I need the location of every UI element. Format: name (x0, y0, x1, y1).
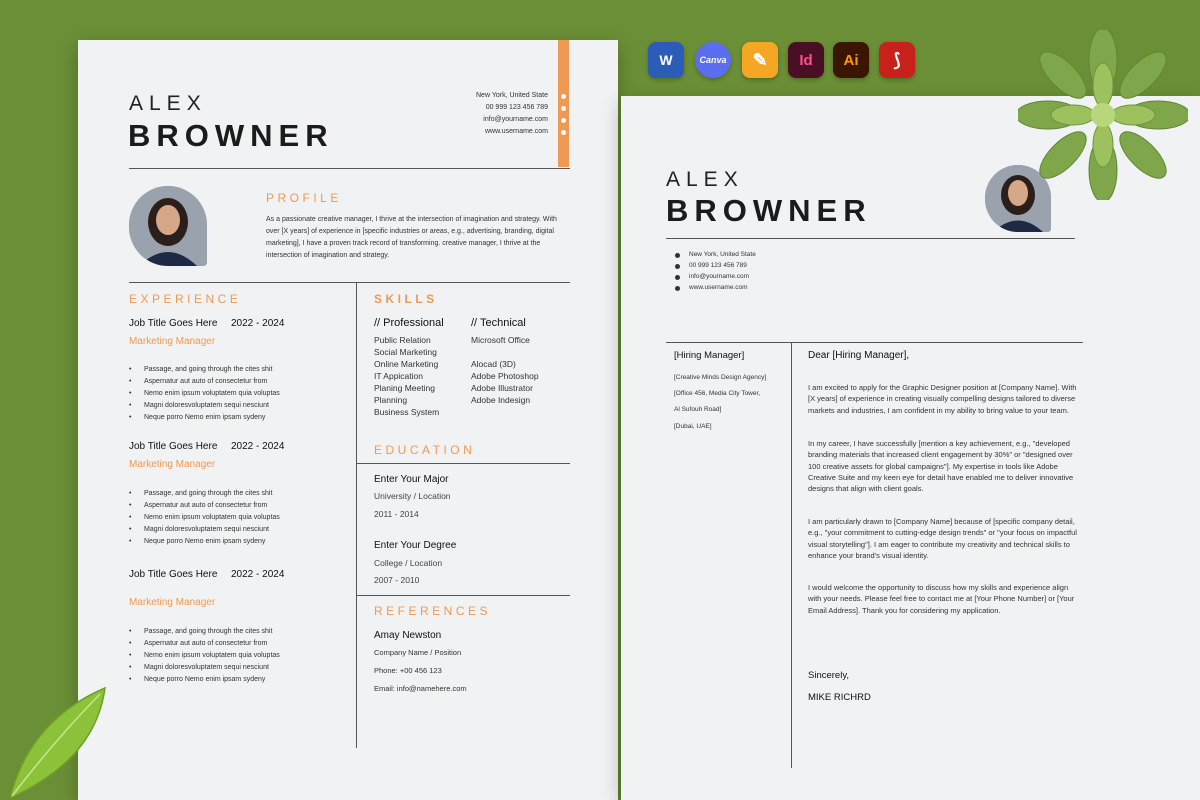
job-role: Marketing Manager (129, 459, 216, 470)
list-item: Social Marketing (374, 347, 437, 357)
education-years: 2007 - 2010 (374, 575, 420, 585)
education-major: Enter Your Major (374, 474, 449, 485)
reference-email: Email: info@namehere.com (374, 684, 467, 693)
list-item: • Aspernatur aut auto of consectetur from (129, 638, 280, 650)
job-title: Job Title Goes Here (129, 569, 218, 580)
list-item: Business System (374, 407, 440, 417)
contact-accent-bar (558, 40, 569, 167)
job-bullets (129, 626, 280, 686)
education-school: University / Location (374, 491, 451, 501)
letter-paragraph: I am particularly drawn to [Company Name] because of [specific company detail, e.g., "your commitment to cutting-edge design trends" or "your focus on impactful visual storytelling"]. I am eager to contribute my creativity and technical skills to enhance your brand's visual identity. (808, 517, 1077, 560)
education-major: Enter Your Degree (374, 540, 457, 551)
resume-phone: 00 999 123 456 789 (485, 104, 548, 111)
list-item: • Aspernatur aut auto of consectetur from (129, 500, 280, 512)
job-title: Job Title Goes Here (129, 441, 218, 452)
letter-first-name: ALEX (666, 168, 744, 191)
list-item: Microsoft Office (471, 335, 530, 345)
letter-body-divider (666, 342, 1083, 343)
education-divider (356, 463, 570, 464)
phone-icon (675, 264, 680, 269)
professional-skills-heading: // Professional (374, 317, 444, 329)
list-item: • Neque porro Nemo enim ipsam sydeny (129, 674, 280, 686)
list-item: • Magni doloresvoluptatem sequi nesciunt (129, 662, 280, 674)
list-item: • Passage, and going through the cites shit (129, 626, 280, 638)
list-item: • Nemo enim ipsum voluptatem quia voluptas (129, 650, 280, 662)
succulent-plant-decoration (1018, 30, 1188, 200)
recipient-line: Al Sufouh Road] (674, 406, 722, 413)
list-item: Adobe Photoshop (471, 371, 539, 381)
list-item: Adobe Illustrator (471, 383, 533, 393)
list-item: Alocad (3D) (471, 359, 516, 369)
letter-email: info@yourname.com (689, 273, 750, 280)
resume-page (78, 40, 618, 800)
list-item: IT Appication (374, 371, 423, 381)
list-item: • Neque porro Nemo enim ipsam sydeny (129, 536, 280, 548)
list-item: Online Marketing (374, 359, 439, 369)
phone-icon (561, 106, 566, 111)
letter-header-divider (666, 238, 1075, 239)
letter-salutation: Dear [Hiring Manager], (808, 350, 910, 361)
list-item: Adobe Indesign (471, 395, 531, 405)
letter-closing: Sincerely, (808, 670, 850, 681)
list-item: • Magni doloresvoluptatem sequi nesciunt (129, 524, 280, 536)
letter-paragraph: In my career, I have successfully [mention a key achievement, e.g., "developed branding materials that increased client engagement by 30%" or "designed over 100 creative assets for global campaigns"]. My expertise in tools like Adobe Creative Suite and my keen eye for detail have enabled me to deliver innovative designs that align with client goals. (808, 439, 1074, 494)
list-item: • Neque porro Nemo enim ipsam sydeny (129, 412, 280, 424)
profile-text: As a passionate creative manager, I thrive at the intersection of imagination and strategy. With over [X years] of experience in [specific industries or areas, e.g., advertising, branding, digital marketing], I have a proven track record of transforming. creative manager, I thrive at the intersection of imagination and strategy. (266, 216, 557, 259)
resume-email: info@yourname.com (483, 116, 548, 123)
list-item: • Nemo enim ipsum voluptatem quia voluptas (129, 388, 280, 400)
skills-title: SKILLS (374, 292, 438, 306)
list-item: Planing Meeting (374, 383, 435, 393)
location-pin-icon (561, 94, 566, 99)
resume-website: www.username.com (484, 128, 548, 135)
job-bullets (129, 488, 280, 548)
experience-title: EXPERIENCE (129, 292, 242, 306)
globe-icon (561, 130, 566, 135)
letter-paragraph: I am excited to apply for the Graphic Designer position at [Company Name]. With [X years] of experience in creating visually compelling designs tailored to diverse markets and industries, I am confident in my ability to bring value to your team. (808, 383, 1077, 415)
acrobat-icon: ⟆ (879, 42, 915, 78)
job-years: 2022 - 2024 (231, 318, 285, 329)
leaf-decoration (0, 680, 115, 800)
letter-website: www.username.com (689, 284, 748, 291)
location-pin-icon (675, 253, 680, 258)
references-title: REFERENCES (374, 604, 492, 618)
recipient-line: [Creative Minds Design Agency] (674, 374, 767, 381)
header-divider (129, 168, 570, 169)
letter-column-divider (791, 342, 792, 768)
job-bullets (129, 364, 280, 424)
profile-divider (129, 282, 570, 283)
list-item (471, 346, 539, 358)
list-item: • Nemo enim ipsum voluptatem quia voluptas (129, 512, 280, 524)
job-title: Job Title Goes Here (129, 318, 218, 329)
globe-icon (675, 286, 680, 291)
cover-letter-page (621, 96, 1200, 800)
education-title: EDUCATION (374, 443, 476, 457)
letter-signature: MIKE RICHRD (808, 692, 871, 703)
profile-title: PROFILE (266, 191, 342, 205)
illustrator-icon: Ai (833, 42, 869, 78)
recipient-line: [Office 456, Media City Tower, (674, 390, 761, 397)
mail-icon (675, 275, 680, 280)
technical-skills-heading: // Technical (471, 317, 526, 329)
list-item: • Aspernatur aut auto of consectetur from (129, 376, 280, 388)
reference-position: Company Name / Position (374, 648, 462, 657)
recipient-line: [Dubai, UAE] (674, 423, 712, 430)
resume-avatar (129, 186, 207, 266)
word-icon: W (648, 42, 684, 78)
letter-location: New York, United State (689, 251, 756, 258)
letter-last-name: BROWNER (666, 193, 872, 228)
list-item: • Magni doloresvoluptatem sequi nesciunt (129, 400, 280, 412)
pages-icon: ✎ (742, 42, 778, 78)
resume-first-name: ALEX (129, 92, 207, 115)
letter-paragraph: I would welcome the opportunity to discuss how my skills and experience align with your needs. Please feel free to contact me at [Your Phone Number] or [Your Email Address]. Thank you for considering my application. (808, 583, 1075, 615)
list-item: Public Relation (374, 335, 431, 345)
professional-skills-list (374, 334, 439, 418)
resume-location: New York, United State (476, 92, 548, 99)
education-school: College / Location (374, 558, 443, 568)
job-years: 2022 - 2024 (231, 441, 285, 452)
indesign-icon: Id (788, 42, 824, 78)
technical-skills-list (471, 334, 539, 406)
list-item: Planning (374, 395, 408, 405)
reference-name: Amay Newston (374, 630, 442, 641)
list-item: • Passage, and going through the cites shit (129, 488, 280, 500)
education-years: 2011 - 2014 (374, 509, 419, 519)
mail-icon (561, 118, 566, 123)
column-divider (356, 282, 357, 748)
recipient-heading: [Hiring Manager] (674, 350, 745, 361)
resume-last-name: BROWNER (128, 118, 334, 153)
job-role: Marketing Manager (129, 597, 216, 608)
letter-phone: 00 999 123 456 789 (689, 262, 747, 269)
list-item: • Passage, and going through the cites shit (129, 364, 280, 376)
canva-icon: Canva (695, 42, 731, 78)
reference-phone: Phone: +00 456 123 (374, 666, 442, 675)
job-years: 2022 - 2024 (231, 569, 285, 580)
job-role: Marketing Manager (129, 336, 216, 347)
references-divider (356, 595, 570, 596)
